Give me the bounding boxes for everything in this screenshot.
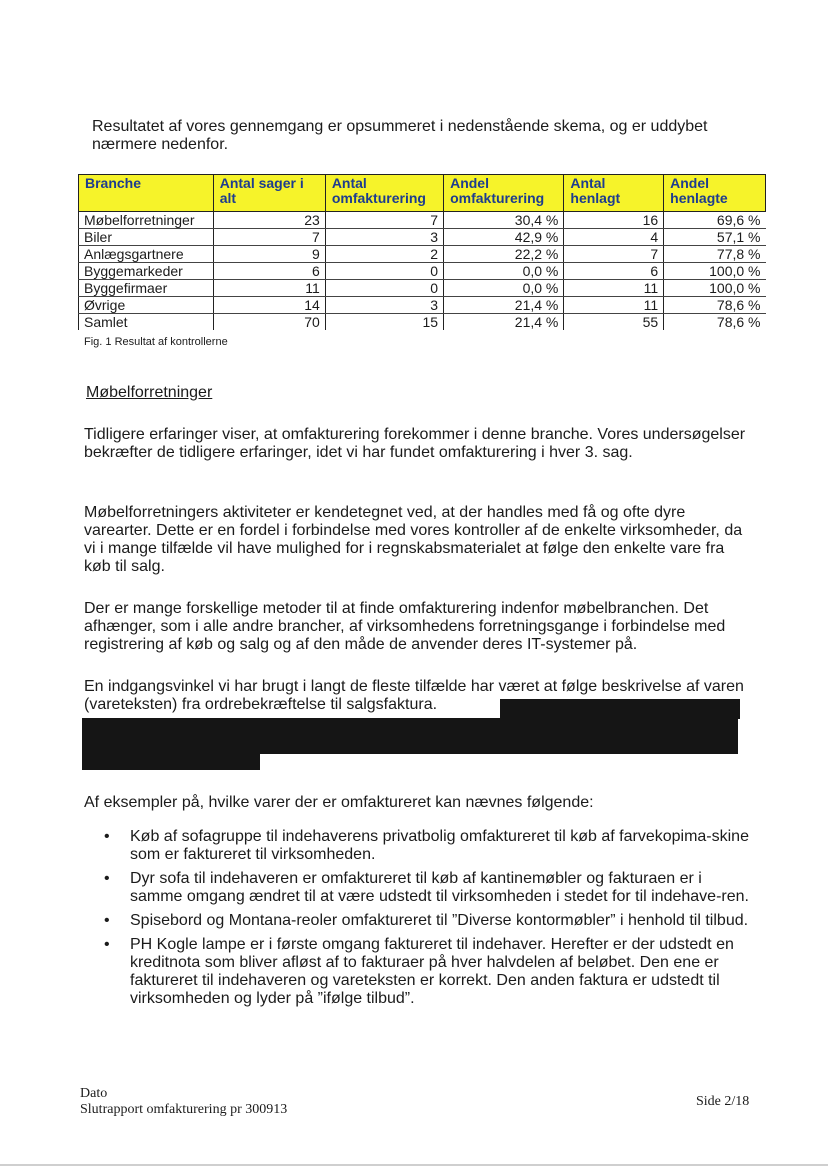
list-item xyxy=(100,912,750,930)
results-table xyxy=(78,174,766,330)
cell-antal-omfakturering: 0 xyxy=(325,263,443,280)
cell-antal-sager: 9 xyxy=(213,246,325,263)
footer-page-number: Side 2/18 xyxy=(696,1094,750,1109)
header-andel-omfakturering: Andel omfakturering xyxy=(444,175,564,212)
cell-antal-sager: 7 xyxy=(213,229,325,246)
list-item xyxy=(100,870,750,906)
cell-antal-omfakturering: 0 xyxy=(325,280,443,297)
cell-andel-omfakturering: 30,4 % xyxy=(444,212,564,229)
cell-antal-henlagt: 11 xyxy=(564,297,664,314)
header-antal-henlagt: Antal henlagt xyxy=(564,175,664,212)
paragraph-experience: Tidligere erfaringer viser, at omfakturering forekommer i denne branche. Vores undersøgelser bekræfter de tidligere erfaringer, idet vi har fundet omfakturering i hver 3. sag. xyxy=(84,426,746,461)
section-heading: Møbelforretninger xyxy=(86,384,213,401)
list-item xyxy=(100,936,750,1008)
cell-antal-omfakturering: 3 xyxy=(325,229,443,246)
cell-andel-henlagte: 77,8 % xyxy=(664,246,766,263)
list-item xyxy=(100,828,750,864)
list-item-text: Dyr sofa til indehaveren er omfaktureret til køb af kantinemøbler og fakturaen er i samme omgang ændret til at være udstedt til virksomheden i stedet for til indehave-ren. xyxy=(130,870,749,905)
redaction-bar xyxy=(500,699,740,719)
cell-branche: Byggefirmaer xyxy=(79,280,214,297)
paragraph-examples-intro: Af eksempler på, hvilke varer der er omfaktureret kan nævnes følgende: xyxy=(84,794,594,811)
cell-andel-omfakturering: 21,4 % xyxy=(444,314,564,331)
footer-report-title: Slutrapport omfakturering pr 300913 xyxy=(80,1102,288,1117)
cell-andel-henlagte: 57,1 % xyxy=(664,229,766,246)
bullet-icon: • xyxy=(104,912,110,929)
bullet-icon: • xyxy=(104,828,110,845)
scan-edge-divider xyxy=(0,1164,828,1166)
cell-antal-henlagt: 7 xyxy=(564,246,664,263)
table-row xyxy=(79,280,766,297)
cell-branche: Øvrige xyxy=(79,297,214,314)
cell-antal-sager: 70 xyxy=(213,314,325,331)
cell-antal-henlagt: 16 xyxy=(564,212,664,229)
cell-andel-omfakturering: 0,0 % xyxy=(444,280,564,297)
table-row xyxy=(79,263,766,280)
cell-antal-sager: 6 xyxy=(213,263,325,280)
cell-antal-sager: 23 xyxy=(213,212,325,229)
footer-left xyxy=(80,1086,287,1118)
cell-branche: Samlet xyxy=(79,314,214,331)
cell-andel-henlagte: 69,6 % xyxy=(664,212,766,229)
header-andel-henlagte: Andel henlagte xyxy=(664,175,766,212)
cell-andel-henlagte: 78,6 % xyxy=(664,314,766,331)
table-row xyxy=(79,297,766,314)
table-row xyxy=(79,212,766,229)
cell-branche: Biler xyxy=(79,229,214,246)
footer-date-label: Dato xyxy=(80,1086,108,1101)
cell-andel-henlagte: 100,0 % xyxy=(664,280,766,297)
list-item-text: Køb af sofagruppe til indehaverens privatbolig omfaktureret til køb af farvekopima-skine som er faktureret til virksomheden. xyxy=(130,828,749,863)
list-item-text: PH Kogle lampe er i første omgang faktureret til indehaver. Herefter er der udstedt en kreditnota som bliver afløst af to fakturaer på hver halvdelen af beløbet. Den ene er faktureret til indehaveren og vareteksten er korrekt. Den anden faktura er udstedt til virksomheden og lyder på ”ifølge tilbud”. xyxy=(130,936,734,1007)
paragraph-approach: En indgangsvinkel vi har brugt i langt de fleste tilfælde har været at følge beskrivelse af varen (vareteksten) fra ordrebekræftelse til salgsfaktura. xyxy=(84,678,744,713)
cell-antal-sager: 11 xyxy=(213,280,325,297)
header-branche: Branche xyxy=(79,175,214,212)
cell-andel-henlagte: 100,0 % xyxy=(664,263,766,280)
redaction-bar xyxy=(82,752,260,770)
cell-antal-omfakturering: 15 xyxy=(325,314,443,331)
cell-antal-omfakturering: 7 xyxy=(325,212,443,229)
table-total-row xyxy=(79,314,766,331)
paragraph-methods: Der er mange forskellige metoder til at finde omfakturering indenfor møbelbranchen. Det afhænger, som i alle andre brancher, af virksomhedens forretningsgange i forbindelse med registrering af køb og salg og af den måde de anvender deres IT-systemer på. xyxy=(84,600,726,653)
cell-andel-henlagte: 78,6 % xyxy=(664,297,766,314)
paragraph-activities: Møbelforretningers aktiviteter er kendetegnet ved, at der handles med få og ofte dyre varearter. Dette er en fordel i forbindelse med vores kontroller af de enkelte virksomheder, da vi i mange tilfælde vil have mulighed for i regnskabsmaterialet at følge den enkelte vare fra køb til salg. xyxy=(84,504,743,575)
cell-antal-omfakturering: 3 xyxy=(325,297,443,314)
cell-antal-henlagt: 55 xyxy=(564,314,664,331)
bullet-icon: • xyxy=(104,936,110,953)
header-antal-omfakturering: Antal omfakturering xyxy=(325,175,443,212)
cell-branche: Byggemarkeder xyxy=(79,263,214,280)
cell-antal-henlagt: 11 xyxy=(564,280,664,297)
header-antal-sager: Antal sager i alt xyxy=(213,175,325,212)
examples-list xyxy=(100,828,750,1014)
cell-antal-sager: 14 xyxy=(213,297,325,314)
list-item-text: Spisebord og Montana-reoler omfaktureret til ”Diverse kontormøbler” i henhold til tilbud. xyxy=(130,912,749,929)
table-row xyxy=(79,246,766,263)
cell-andel-omfakturering: 21,4 % xyxy=(444,297,564,314)
cell-branche: Anlægsgartnere xyxy=(79,246,214,263)
redaction-bar xyxy=(82,718,738,754)
table-row xyxy=(79,229,766,246)
cell-antal-omfakturering: 2 xyxy=(325,246,443,263)
cell-antal-henlagt: 4 xyxy=(564,229,664,246)
cell-andel-omfakturering: 0,0 % xyxy=(444,263,564,280)
cell-andel-omfakturering: 42,9 % xyxy=(444,229,564,246)
cell-antal-henlagt: 6 xyxy=(564,263,664,280)
bullet-icon: • xyxy=(104,870,110,887)
cell-andel-omfakturering: 22,2 % xyxy=(444,246,564,263)
intro-paragraph: Resultatet af vores gennemgang er opsummeret i nedenstående skema, og er uddybet nærmere nedenfor. xyxy=(92,118,708,153)
table-caption: Fig. 1 Resultat af kontrollerne xyxy=(84,336,228,348)
cell-branche: Møbelforretninger xyxy=(79,212,214,229)
table-header-row xyxy=(79,175,766,212)
